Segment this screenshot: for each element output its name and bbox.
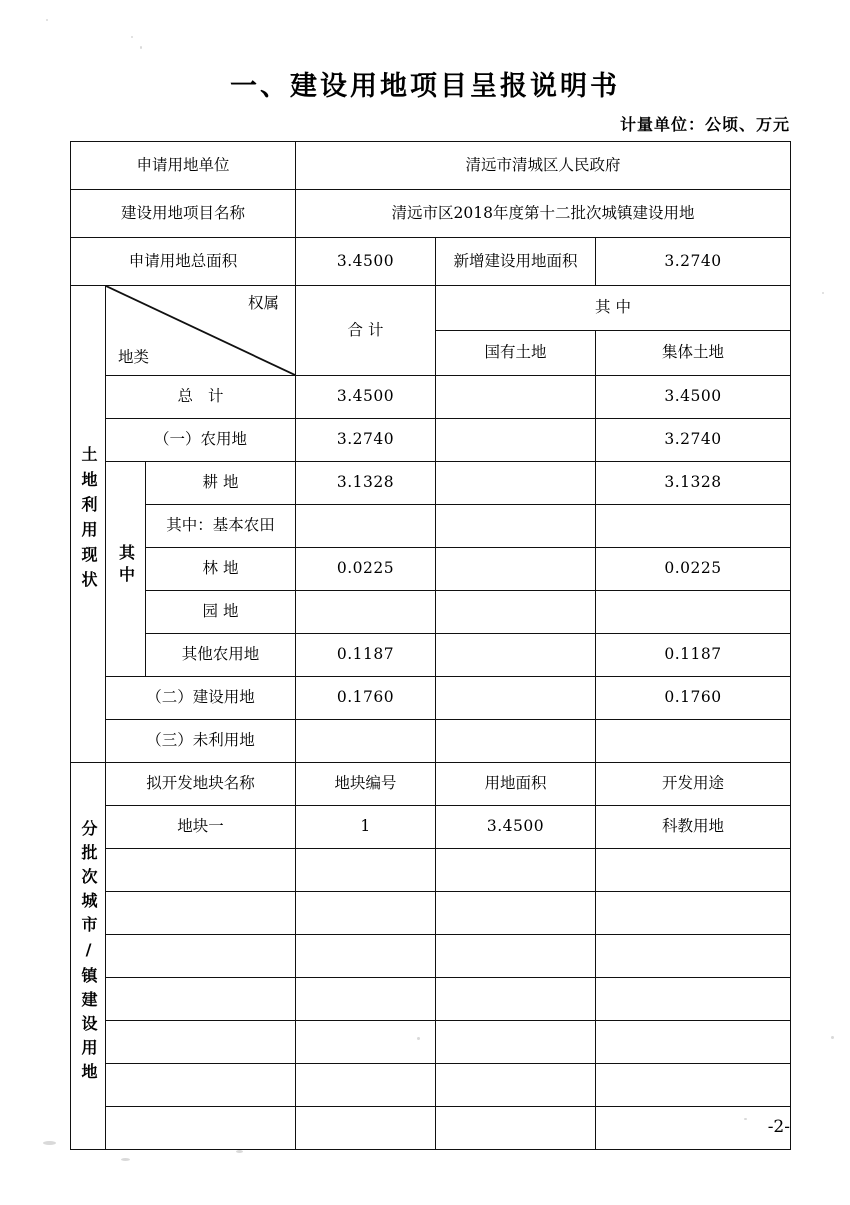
landtype-label: 地类 <box>118 347 150 366</box>
landuse-row-state <box>436 634 596 677</box>
table-row-parcel <box>71 892 791 935</box>
parcel-purpose <box>596 935 791 978</box>
parcels-side-label-cell <box>71 763 106 1150</box>
scan-speck <box>46 19 48 21</box>
parcel-area <box>436 849 596 892</box>
landuse-row-total: 3.4500 <box>296 376 436 419</box>
landuse-row-collective <box>596 591 791 634</box>
report-table <box>70 141 791 1150</box>
parcel-header-code: 地块编号 <box>296 763 436 806</box>
parcel-code <box>296 1064 436 1107</box>
table-row-landuse-cultivated <box>71 462 791 505</box>
landuse-row-total: 3.1328 <box>296 462 436 505</box>
page-title: 一、建设用地项目呈报说明书 <box>230 71 620 102</box>
parcel-name <box>106 849 296 892</box>
table-row-landuse-other-agricultural <box>71 634 791 677</box>
parcel-name <box>106 1021 296 1064</box>
landuse-row-state <box>436 677 596 720</box>
landuse-row-label: 总 计 <box>106 376 296 419</box>
parcel-area: 3.4500 <box>436 806 596 849</box>
parcel-area <box>436 892 596 935</box>
parcel-purpose <box>596 978 791 1021</box>
table-row-landuse-garden <box>71 591 791 634</box>
landuse-row-label: （三）未利用地 <box>106 720 296 763</box>
parcel-code <box>296 1021 436 1064</box>
table-row-parcel <box>71 806 791 849</box>
table-row-landuse-header-top <box>71 286 791 331</box>
parcel-code <box>296 849 436 892</box>
landuse-row-collective <box>596 505 791 548</box>
parcel-name <box>106 978 296 1021</box>
parcel-purpose: 科教用地 <box>596 806 791 849</box>
table-row-areas <box>71 238 791 286</box>
landuse-row-label: 耕 地 <box>146 462 296 505</box>
landuse-row-label: 其他农用地 <box>146 634 296 677</box>
landuse-row-total: 0.0225 <box>296 548 436 591</box>
table-row-landuse-agricultural <box>71 419 791 462</box>
landuse-row-label: （二）建设用地 <box>106 677 296 720</box>
landuse-row-collective: 3.4500 <box>596 376 791 419</box>
table-row-applicant <box>71 142 791 190</box>
scan-speck <box>822 292 824 294</box>
column-header-collective: 集体土地 <box>596 331 791 376</box>
applicant-label: 申请用地单位 <box>71 142 296 190</box>
landuse-row-total: 3.2740 <box>296 419 436 462</box>
table-row-project-name <box>71 190 791 238</box>
landuse-side-label-cell <box>71 286 106 763</box>
parcel-header-name: 拟开发地块名称 <box>106 763 296 806</box>
parcel-code <box>296 935 436 978</box>
landuse-row-label: 园 地 <box>146 591 296 634</box>
scan-speck <box>744 1118 747 1120</box>
table-row-landuse-total <box>71 376 791 419</box>
scan-speck <box>43 1141 56 1145</box>
landuse-row-state <box>436 720 596 763</box>
landuse-sub-side-label: 其中 <box>116 544 136 589</box>
table-row-parcel <box>71 978 791 1021</box>
total-area-value: 3.4500 <box>296 238 436 286</box>
table-row-parcel <box>71 849 791 892</box>
landuse-row-collective: 0.1760 <box>596 677 791 720</box>
parcel-header-purpose: 开发用途 <box>596 763 791 806</box>
landuse-row-state <box>436 505 596 548</box>
parcel-area <box>436 935 596 978</box>
report-table-wrapper <box>70 141 790 1150</box>
parcel-purpose <box>596 892 791 935</box>
parcel-purpose <box>596 1021 791 1064</box>
scan-speck <box>236 1150 243 1153</box>
parcel-name: 地块一 <box>106 806 296 849</box>
landuse-row-total <box>296 720 436 763</box>
new-construction-area-value: 3.2740 <box>596 238 791 286</box>
table-row-landuse-forest <box>71 548 791 591</box>
project-name-value: 清远市区2018年度第十二批次城镇建设用地 <box>296 190 791 238</box>
landuse-side-label: 土地利用现状 <box>79 446 98 597</box>
landuse-row-collective: 0.1187 <box>596 634 791 677</box>
parcel-name <box>106 892 296 935</box>
measurement-unit-note: 计量单位：公顷、万元 <box>619 115 790 134</box>
parcel-name <box>106 935 296 978</box>
parcel-purpose <box>596 1064 791 1107</box>
total-area-label: 申请用地总面积 <box>71 238 296 286</box>
landuse-row-label: 其中：基本农田 <box>146 505 296 548</box>
scan-speck <box>140 46 142 49</box>
page-number: -2- <box>767 1117 790 1137</box>
landuse-row-state <box>436 548 596 591</box>
applicant-value: 清远市清城区人民政府 <box>296 142 791 190</box>
parcel-area <box>436 1064 596 1107</box>
table-row-landuse-construction <box>71 677 791 720</box>
parcel-purpose <box>596 849 791 892</box>
parcel-header-area: 用地面积 <box>436 763 596 806</box>
landuse-row-total: 0.1187 <box>296 634 436 677</box>
parcel-code <box>296 978 436 1021</box>
parcel-name <box>106 1064 296 1107</box>
scan-speck <box>121 1158 130 1161</box>
project-name-label: 建设用地项目名称 <box>71 190 296 238</box>
landuse-sub-side-label-cell <box>106 462 146 677</box>
landuse-row-total <box>296 505 436 548</box>
landuse-row-collective: 3.2740 <box>596 419 791 462</box>
parcel-area <box>436 1021 596 1064</box>
landuse-row-collective: 0.0225 <box>596 548 791 591</box>
table-row-parcel <box>71 1021 791 1064</box>
table-row-landuse-basic-farmland <box>71 505 791 548</box>
table-row-parcel <box>71 1064 791 1107</box>
table-row-parcel-header <box>71 763 791 806</box>
ownership-landtype-diagonal-header <box>106 286 296 376</box>
landuse-row-state <box>436 462 596 505</box>
scan-speck <box>131 36 133 38</box>
new-construction-area-label: 新增建设用地面积 <box>436 238 596 286</box>
landuse-row-state <box>436 376 596 419</box>
landuse-row-collective <box>596 720 791 763</box>
table-row-parcel <box>71 935 791 978</box>
landuse-row-label: 林 地 <box>146 548 296 591</box>
parcel-code: 1 <box>296 806 436 849</box>
landuse-row-state <box>436 591 596 634</box>
scan-speck <box>831 1036 834 1039</box>
table-row-landuse-unused <box>71 720 791 763</box>
column-header-total: 合 计 <box>296 286 436 376</box>
landuse-row-state <box>436 419 596 462</box>
landuse-row-total <box>296 591 436 634</box>
parcel-area <box>436 978 596 1021</box>
landuse-row-total: 0.1760 <box>296 677 436 720</box>
landuse-row-label: （一）农用地 <box>106 419 296 462</box>
column-header-group: 其 中 <box>436 286 791 331</box>
ownership-label: 权属 <box>247 294 279 312</box>
column-header-state-owned: 国有土地 <box>436 331 596 376</box>
parcel-code <box>296 892 436 935</box>
parcels-side-label: 分批次城市/镇建设用地 <box>79 819 98 1087</box>
landuse-row-collective: 3.1328 <box>596 462 791 505</box>
scan-speck <box>417 1037 420 1040</box>
